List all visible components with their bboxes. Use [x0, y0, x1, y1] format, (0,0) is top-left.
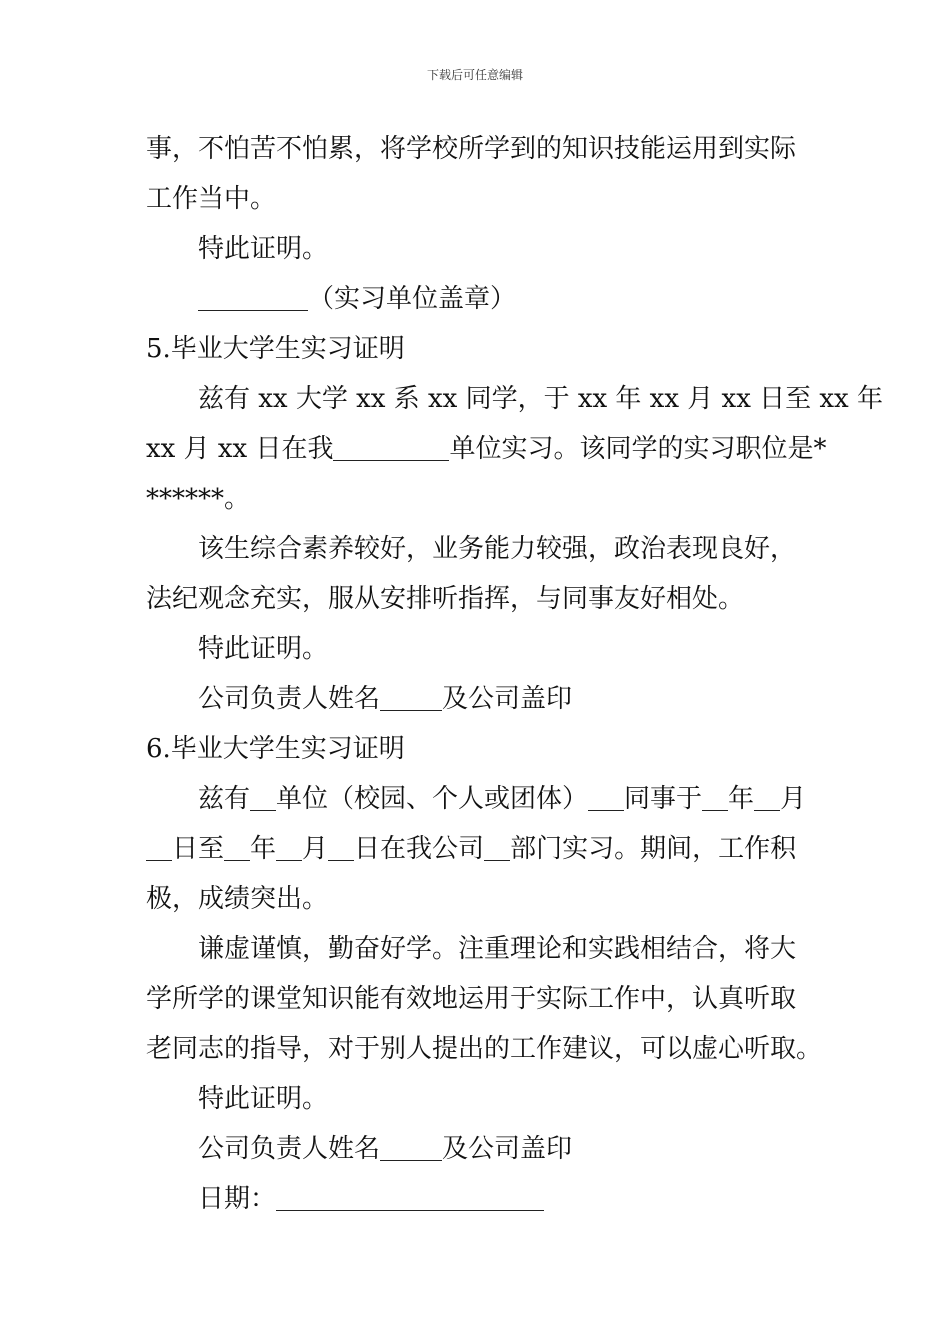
paragraph-line: 兹有 xx 大学 xx 系 xx 同学，于 xx 年 xx 月 xx 日至 xx 年 [198, 384, 883, 414]
section-heading: 5.毕业大学生实习证明 [146, 334, 405, 364]
blank-underline [276, 830, 302, 861]
signature-line: 公司负责人姓名 及公司盖印 [146, 674, 826, 724]
paragraph-line: ******。 [146, 484, 251, 514]
date-line: 日期： [146, 1174, 826, 1224]
blank-underline [702, 780, 728, 811]
paragraph-line: 事，不怕苦不怕累，将学校所学到的知识技能运用到实际 [146, 134, 797, 164]
blank-underline [146, 830, 172, 861]
paragraph-line: xx 月 xx 日在我 单位实习。该同学的实习职位是* [146, 424, 826, 474]
paragraph-line: 日至 年 月 日在我公司 部门实习。期间，工作积 [146, 824, 826, 874]
blank-underline [224, 830, 250, 861]
blank-underline [328, 830, 354, 861]
paragraph-line: 谦虚谨慎，勤奋好学。注重理论和实践相结合，将大 [198, 934, 797, 964]
blank-underline [588, 780, 624, 811]
section-heading: 6.毕业大学生实习证明 [146, 734, 405, 764]
paragraph-line: 学所学的课堂知识能有效地运用于实际工作中，认真听取 [146, 984, 797, 1014]
blank-underline [484, 830, 510, 861]
certify-line: 特此证明。 [198, 234, 329, 264]
blank-underline [333, 430, 449, 461]
blank-underline [380, 1130, 442, 1161]
blank-underline [754, 780, 780, 811]
paragraph-line: 法纪观念充实，服从安排听指挥，与同事友好相处。 [146, 584, 745, 614]
page-header: 下载后可任意编辑 [426, 68, 523, 82]
paragraph-line: 兹有 单位（校园、个人或团体） 同事于 年 月 [146, 774, 826, 824]
paragraph-line: 该生综合素养较好，业务能力较强，政治表现良好， [198, 534, 797, 564]
paragraph-line: 极，成绩突出。 [146, 884, 329, 914]
document-body [146, 124, 883, 1224]
stamp-line: （实习单位盖章） [146, 274, 826, 324]
paragraph-line: 工作当中。 [146, 184, 277, 214]
certify-line: 特此证明。 [198, 634, 329, 664]
blank-underline [198, 280, 308, 311]
blank-underline [250, 780, 276, 811]
signature-line: 公司负责人姓名 及公司盖印 [146, 1124, 826, 1174]
date-blank-underline [276, 1180, 544, 1211]
blank-underline [380, 680, 442, 711]
paragraph-line: 老同志的指导，对于别人提出的工作建议，可以虚心听取。 [146, 1034, 823, 1064]
certify-line: 特此证明。 [198, 1084, 329, 1114]
